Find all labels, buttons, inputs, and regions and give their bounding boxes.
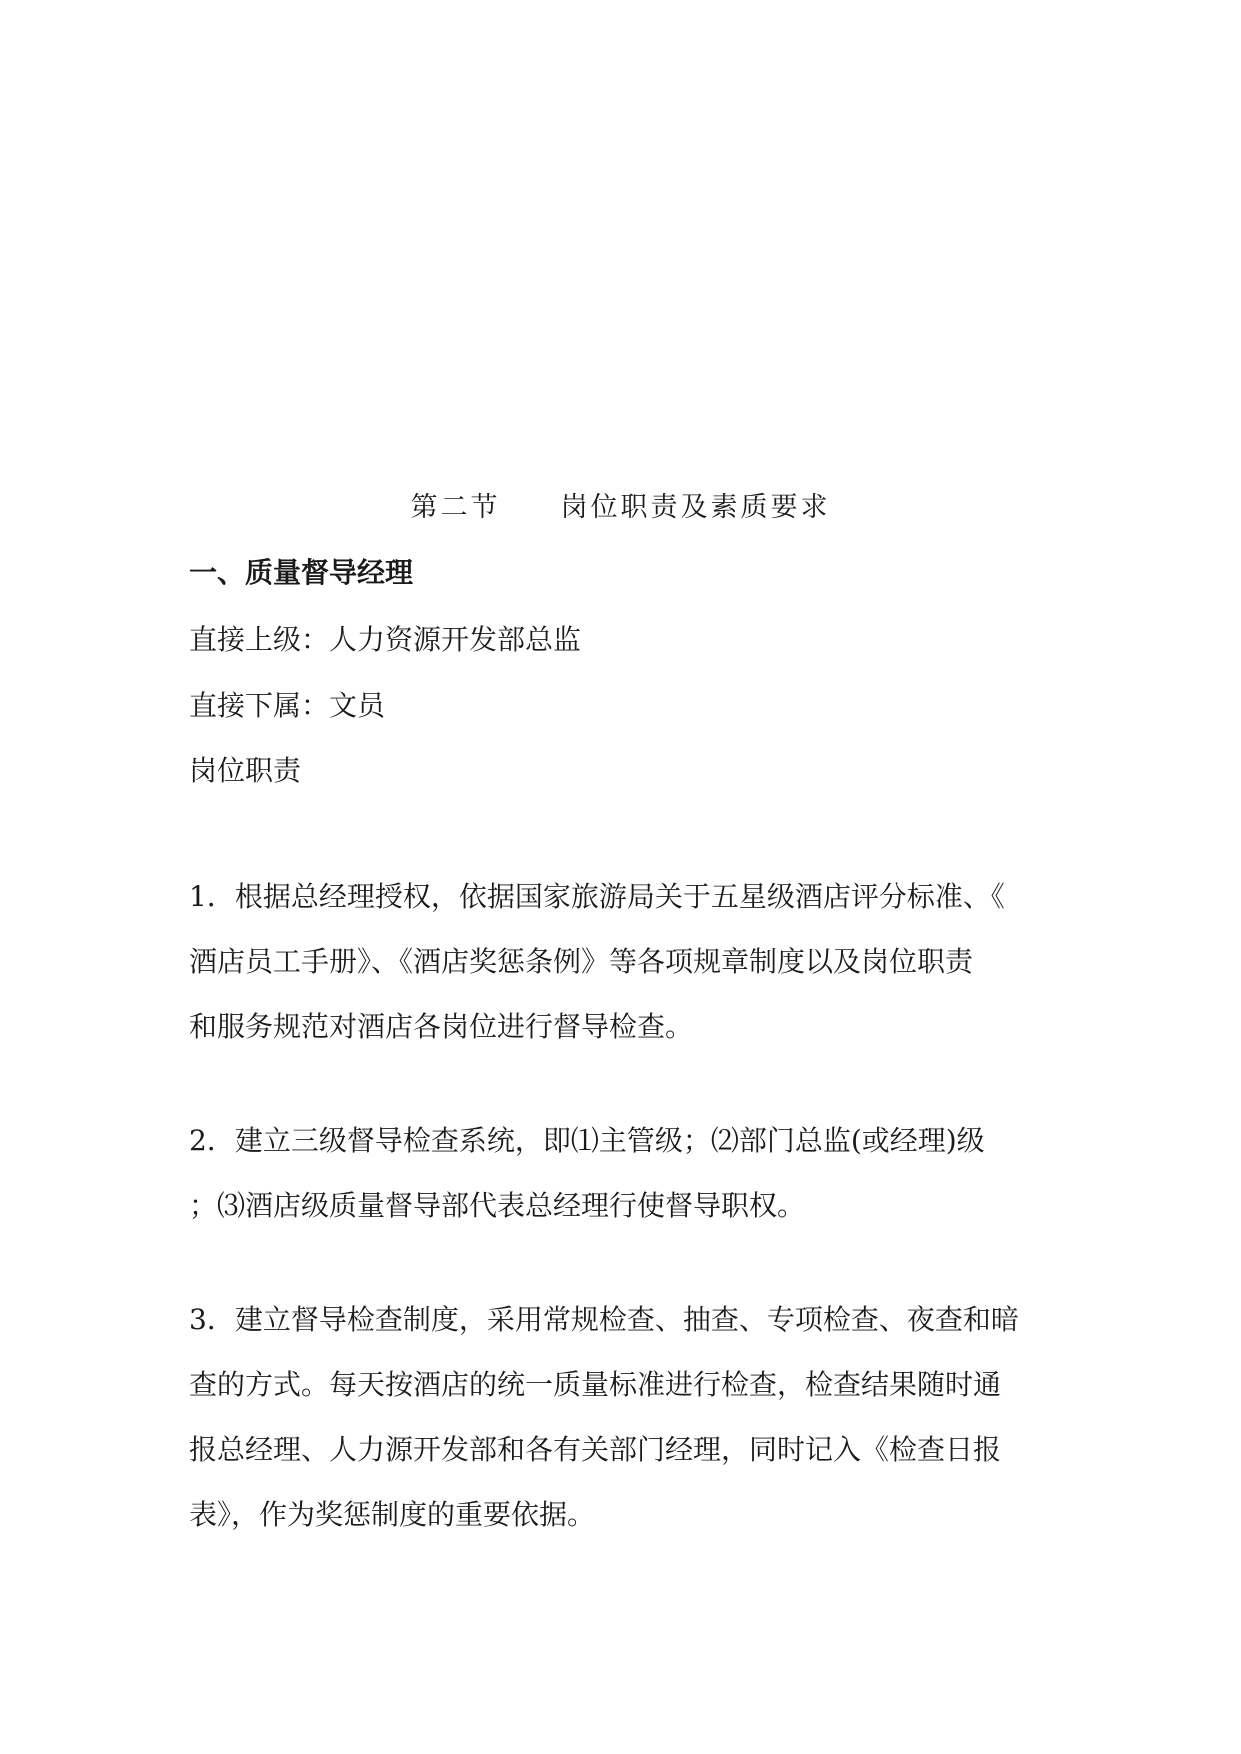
duty-item-line: 酒店员工手册》、《酒店奖惩条例》等各项规章制度以及岗位职责 bbox=[189, 945, 974, 978]
duty-item-line: 2．建立三级督导检查系统，即⑴主管级；⑵部门总监(或经理)级 bbox=[189, 1124, 985, 1157]
duty-item-line: 3．建立督导检查制度，采用常规检查、抽查、专项检查、夜查和暗 bbox=[189, 1303, 1019, 1336]
duty-item-line: 和服务规范对酒店各岗位进行督导检查。 bbox=[189, 1010, 694, 1043]
duty-item-3 bbox=[189, 1287, 1069, 1547]
duty-item-line: 报总经理、人力源开发部和各有关部门经理，同时记入《检查日报 bbox=[189, 1433, 1002, 1466]
section-title: 第二节 岗位职责及素质要求 bbox=[410, 492, 831, 523]
duty-item-line: 1．根据总经理授权，依据国家旅游局关于五星级酒店评分标准、《 bbox=[189, 880, 1005, 913]
direct-superior: 直接上级：人力资源开发部总监 bbox=[189, 623, 582, 656]
duty-item-line: 查的方式。每天按酒店的统一质量标准进行检查，检查结果随时通 bbox=[189, 1368, 1002, 1401]
duty-item-1 bbox=[189, 864, 1069, 1059]
duty-item-2 bbox=[189, 1108, 1069, 1238]
duty-item-line: 表》，作为奖惩制度的重要依据。 bbox=[189, 1498, 596, 1531]
duty-item-line: ；⑶酒店级质量督导部代表总经理行使督导职权。 bbox=[189, 1189, 806, 1222]
direct-subordinate: 直接下属：文员 bbox=[189, 689, 386, 722]
duties-label: 岗位职责 bbox=[189, 754, 302, 787]
position-heading: 一、质量督导经理 bbox=[189, 556, 414, 589]
